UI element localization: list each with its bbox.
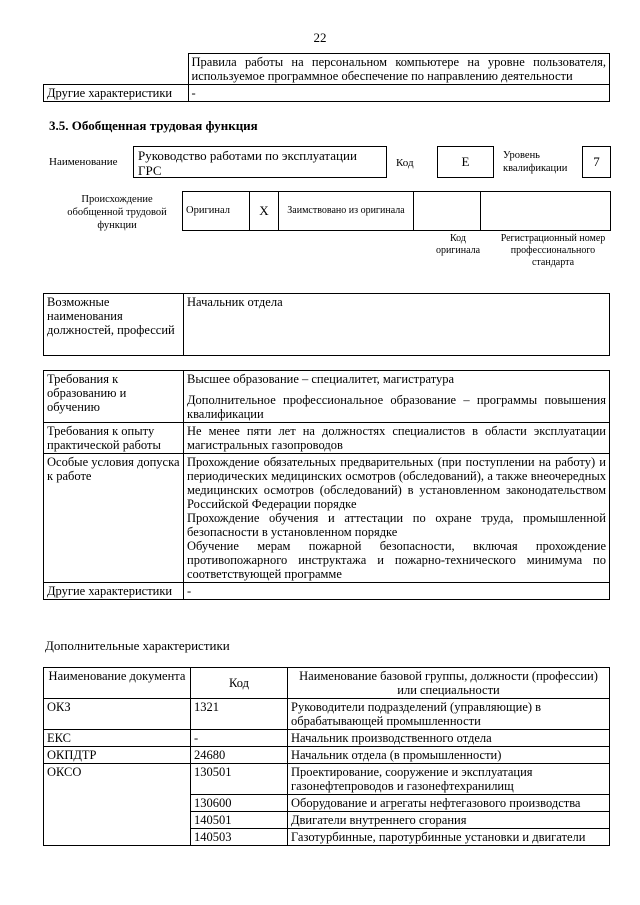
row-name: Руководители подразделений (управляющие) в обрабатывающей промышленности bbox=[288, 699, 610, 730]
positions-value: Начальник отдела bbox=[184, 294, 610, 356]
row-code: 24680 bbox=[191, 747, 288, 764]
positions-label: Возможные наименования должностей, профессий bbox=[44, 294, 184, 356]
row-code: 130600 bbox=[191, 795, 288, 812]
additional-table bbox=[43, 667, 610, 846]
row-code: - bbox=[191, 730, 288, 747]
cond-value-3: Обучение мерам пожарной безопасности, включая прохождение противопожарного инструктажа и пожарно-технического минимума по соответствующей программе bbox=[187, 539, 606, 581]
edu-value-1: Высшее образование – специалитет, магистратура bbox=[187, 372, 455, 386]
reg-number-label: Регистрационный номер профессионального стандарта bbox=[500, 233, 606, 268]
row-code: 1321 bbox=[191, 699, 288, 730]
original-mark: X bbox=[250, 192, 279, 231]
table-row bbox=[44, 730, 610, 747]
row-doc: ЕКС bbox=[44, 730, 191, 747]
page-number: 22 bbox=[313, 30, 327, 45]
edu-label: Требования к образованию и обучению bbox=[44, 371, 184, 423]
requirements-table bbox=[43, 370, 610, 600]
row-code: 140503 bbox=[191, 829, 288, 846]
gtf-name-value: Руководство работами по эксплуатации ГРС bbox=[133, 146, 387, 178]
cond-label: Особые условия допуска к работе bbox=[44, 454, 184, 583]
gtf-code-label: Код bbox=[396, 157, 414, 169]
row-name: Начальник отдела (в промышленности) bbox=[288, 747, 610, 764]
row-name: Оборудование и агрегаты нефтегазового производства bbox=[288, 795, 610, 812]
header-name: Наименование базовой группы, должности (профессии) или специальности bbox=[288, 668, 610, 699]
section-title: 3.5. Обобщенная трудовая функция bbox=[49, 118, 258, 133]
code-original-label: Код оригинала bbox=[435, 233, 481, 256]
header-code: Код bbox=[191, 668, 288, 699]
row-doc: ОКСО bbox=[44, 764, 191, 846]
row-doc: ОКЗ bbox=[44, 699, 191, 730]
other-value: - bbox=[184, 583, 610, 600]
gtf-code-value: E bbox=[437, 146, 494, 178]
row-name: Начальник производственного отдела bbox=[288, 730, 610, 747]
cond-value-2: Прохождение обучения и аттестации по охране труда, промышленной безопасности в установленном порядке bbox=[187, 511, 606, 539]
row-code: 140501 bbox=[191, 812, 288, 829]
gtf-name-label: Наименование bbox=[49, 156, 118, 168]
table-row bbox=[44, 764, 610, 795]
row-doc: ОКПДТР bbox=[44, 747, 191, 764]
top-table-row2-label: Другие характеристики bbox=[44, 85, 189, 102]
top-table bbox=[43, 53, 610, 102]
cond-value-1: Прохождение обязательных предварительных (при поступлении на работу) и периодических медицинских осмотров (обследований), а также внеочередных медицинских осмотров (обследований) в установленном законодательством Российской Федерации порядке bbox=[187, 455, 606, 511]
top-table-row2-value: - bbox=[188, 85, 610, 102]
borrowed-label: Заимствовано из оригинала bbox=[279, 192, 414, 231]
row-name: Проектирование, сооружение и эксплуатация газонефтепроводов и газонефтехранилищ bbox=[288, 764, 610, 795]
table-row bbox=[44, 747, 610, 764]
other-label: Другие характеристики bbox=[44, 583, 184, 600]
table-row bbox=[44, 699, 610, 730]
exp-value: Не менее пяти лет на должностях специалистов в области эксплуатации магистральных газопроводов bbox=[184, 423, 610, 454]
origin-label: Происхождение обобщенной трудовой функции bbox=[67, 194, 167, 231]
row-name: Двигатели внутреннего сгорания bbox=[288, 812, 610, 829]
additional-title: Дополнительные характеристики bbox=[45, 638, 230, 653]
gtf-level-value: 7 bbox=[582, 146, 611, 178]
top-table-row1-value: Правила работы на персональном компьютере на уровне пользователя, используемое программное обеспечение по направлению деятельности bbox=[188, 54, 610, 85]
header-doc: Наименование документа bbox=[44, 668, 191, 699]
origin-table bbox=[182, 191, 611, 231]
exp-label: Требования к опыту практической работы bbox=[44, 423, 184, 454]
row-name: Газотурбинные, паротурбинные установки и двигатели bbox=[288, 829, 610, 846]
row-code: 130501 bbox=[191, 764, 288, 795]
positions-table bbox=[43, 293, 610, 356]
original-label: Оригинал bbox=[183, 192, 250, 231]
edu-value-2: Дополнительное профессиональное образование – программы повышения квалификации bbox=[187, 393, 606, 421]
gtf-level-label: Уровень квалификации bbox=[503, 150, 568, 174]
